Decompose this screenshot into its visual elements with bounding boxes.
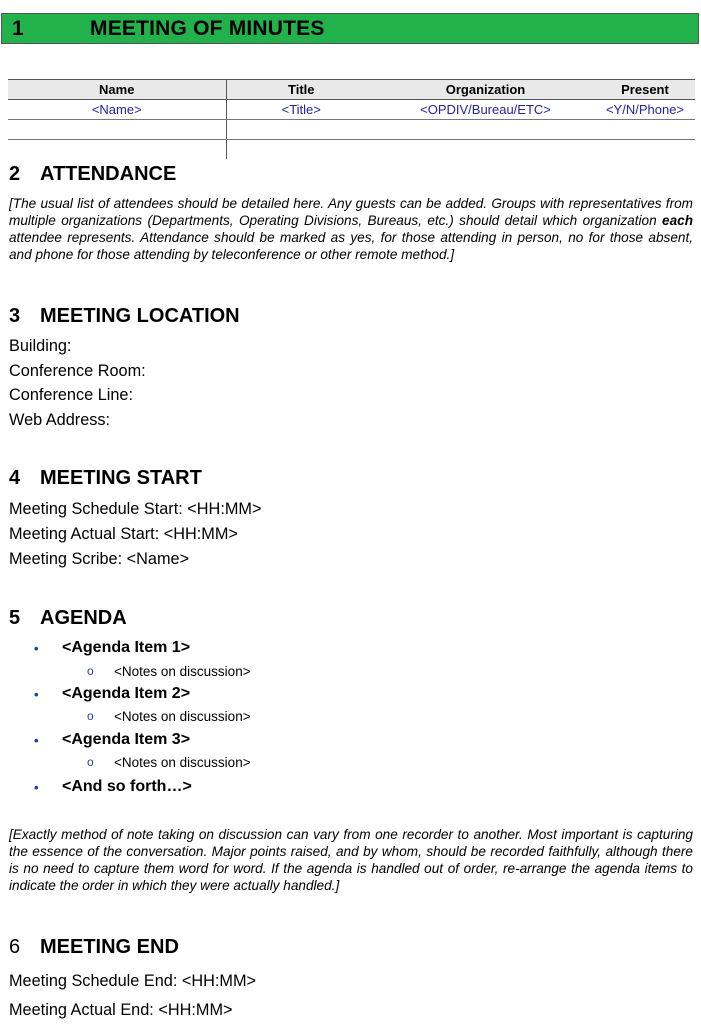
instructions-text: [The usual list of attendees should be detailed here. Any guests can be added. Groups with representatives from multiple organizations (Departments, Operating Divisions, Bureaus, etc.) should detail which organization bbox=[9, 196, 693, 228]
agenda-item-label: <And so forth…> bbox=[62, 778, 192, 795]
agenda-item-label: <Agenda Item 3> bbox=[62, 731, 191, 748]
instructions-emphasis: each bbox=[662, 213, 693, 228]
section-6-heading bbox=[9, 936, 179, 959]
meeting-scribe: Meeting Scribe: <Name> bbox=[9, 550, 190, 568]
cell-empty[interactable] bbox=[595, 120, 695, 140]
section-number: 4 bbox=[9, 467, 21, 489]
section-number: 3 bbox=[9, 305, 21, 327]
table-row bbox=[8, 120, 695, 140]
section-title: ATTENDANCE bbox=[40, 163, 177, 185]
section-title: MEETING OF MINUTES bbox=[90, 17, 325, 40]
agenda-note-text: <Notes on discussion> bbox=[114, 664, 251, 679]
sub-bullet-icon: o bbox=[87, 664, 94, 678]
section-1-header bbox=[1, 13, 699, 44]
cell-organization[interactable]: <OPDIV/Bureau/ETC> bbox=[376, 100, 595, 120]
meeting-actual-start: Meeting Actual Start: <HH:MM> bbox=[9, 525, 238, 543]
meeting-schedule-end: Meeting Schedule End: <HH:MM> bbox=[9, 972, 257, 990]
attendance-table bbox=[8, 79, 695, 159]
agenda-note-text: <Notes on discussion> bbox=[114, 709, 251, 724]
location-web-address: Web Address: bbox=[9, 411, 111, 429]
cell-present[interactable]: <Y/N/Phone> bbox=[595, 100, 695, 120]
sub-bullet-icon: o bbox=[87, 755, 94, 769]
bullet-icon: • bbox=[34, 780, 39, 795]
cell-empty[interactable] bbox=[226, 140, 376, 160]
meeting-actual-end: Meeting Actual End: <HH:MM> bbox=[9, 1001, 233, 1019]
cell-empty[interactable] bbox=[8, 120, 226, 140]
table-row bbox=[8, 100, 695, 120]
section-title: MEETING LOCATION bbox=[40, 305, 240, 327]
section-number: 2 bbox=[9, 163, 21, 185]
location-conference-room: Conference Room: bbox=[9, 362, 146, 380]
bullet-icon: • bbox=[34, 641, 39, 656]
attendance-instructions bbox=[9, 195, 693, 263]
instructions-text: attendee represents. Attendance should be marked as yes, for those attending in person, no for those absent, and phone for those attending by teleconference or other remote method.] bbox=[9, 230, 693, 262]
agenda-item-label: <Agenda Item 2> bbox=[62, 685, 191, 702]
table-row bbox=[8, 140, 695, 160]
agenda-item-label: <Agenda Item 1> bbox=[62, 639, 191, 656]
agenda-note-text: <Notes on discussion> bbox=[114, 755, 251, 770]
column-header-title: Title bbox=[226, 80, 376, 100]
section-number: 1 bbox=[12, 17, 24, 40]
cell-empty[interactable] bbox=[376, 140, 595, 160]
bullet-icon: • bbox=[34, 733, 39, 748]
cell-empty[interactable] bbox=[376, 120, 595, 140]
section-number: 6 bbox=[9, 936, 21, 958]
column-header-name: Name bbox=[8, 80, 226, 100]
meeting-schedule-start: Meeting Schedule Start: <HH:MM> bbox=[9, 500, 262, 518]
cell-empty[interactable] bbox=[226, 120, 376, 140]
location-conference-line: Conference Line: bbox=[9, 386, 134, 404]
section-4-heading bbox=[9, 467, 202, 490]
sub-bullet-icon: o bbox=[87, 709, 94, 723]
section-title: AGENDA bbox=[40, 607, 127, 629]
agenda-instructions: [Exactly method of note taking on discussion can vary from one recorder to another. Most important is capturing the essence of the conversation. Major points raised, and by whom, should be recorded faithfully, although there is no need to capture them word for word. If the agenda is handled out of order, re-arrange the agenda items to indicate the order in which they were actually handled.] bbox=[9, 827, 693, 893]
section-title: MEETING END bbox=[40, 936, 179, 958]
location-building: Building: bbox=[9, 337, 72, 355]
section-number: 5 bbox=[9, 607, 21, 629]
column-header-organization: Organization bbox=[376, 80, 595, 100]
cell-name[interactable]: <Name> bbox=[8, 100, 226, 120]
column-header-present: Present bbox=[595, 80, 695, 100]
section-2-heading bbox=[9, 163, 176, 186]
bullet-icon: • bbox=[34, 687, 39, 702]
section-title: MEETING START bbox=[40, 467, 202, 489]
cell-empty[interactable] bbox=[8, 140, 226, 160]
section-5-heading bbox=[9, 607, 127, 630]
table-header-row bbox=[8, 80, 695, 100]
section-3-heading bbox=[9, 305, 240, 328]
cell-title[interactable]: <Title> bbox=[226, 100, 376, 120]
cell-empty[interactable] bbox=[595, 140, 695, 160]
